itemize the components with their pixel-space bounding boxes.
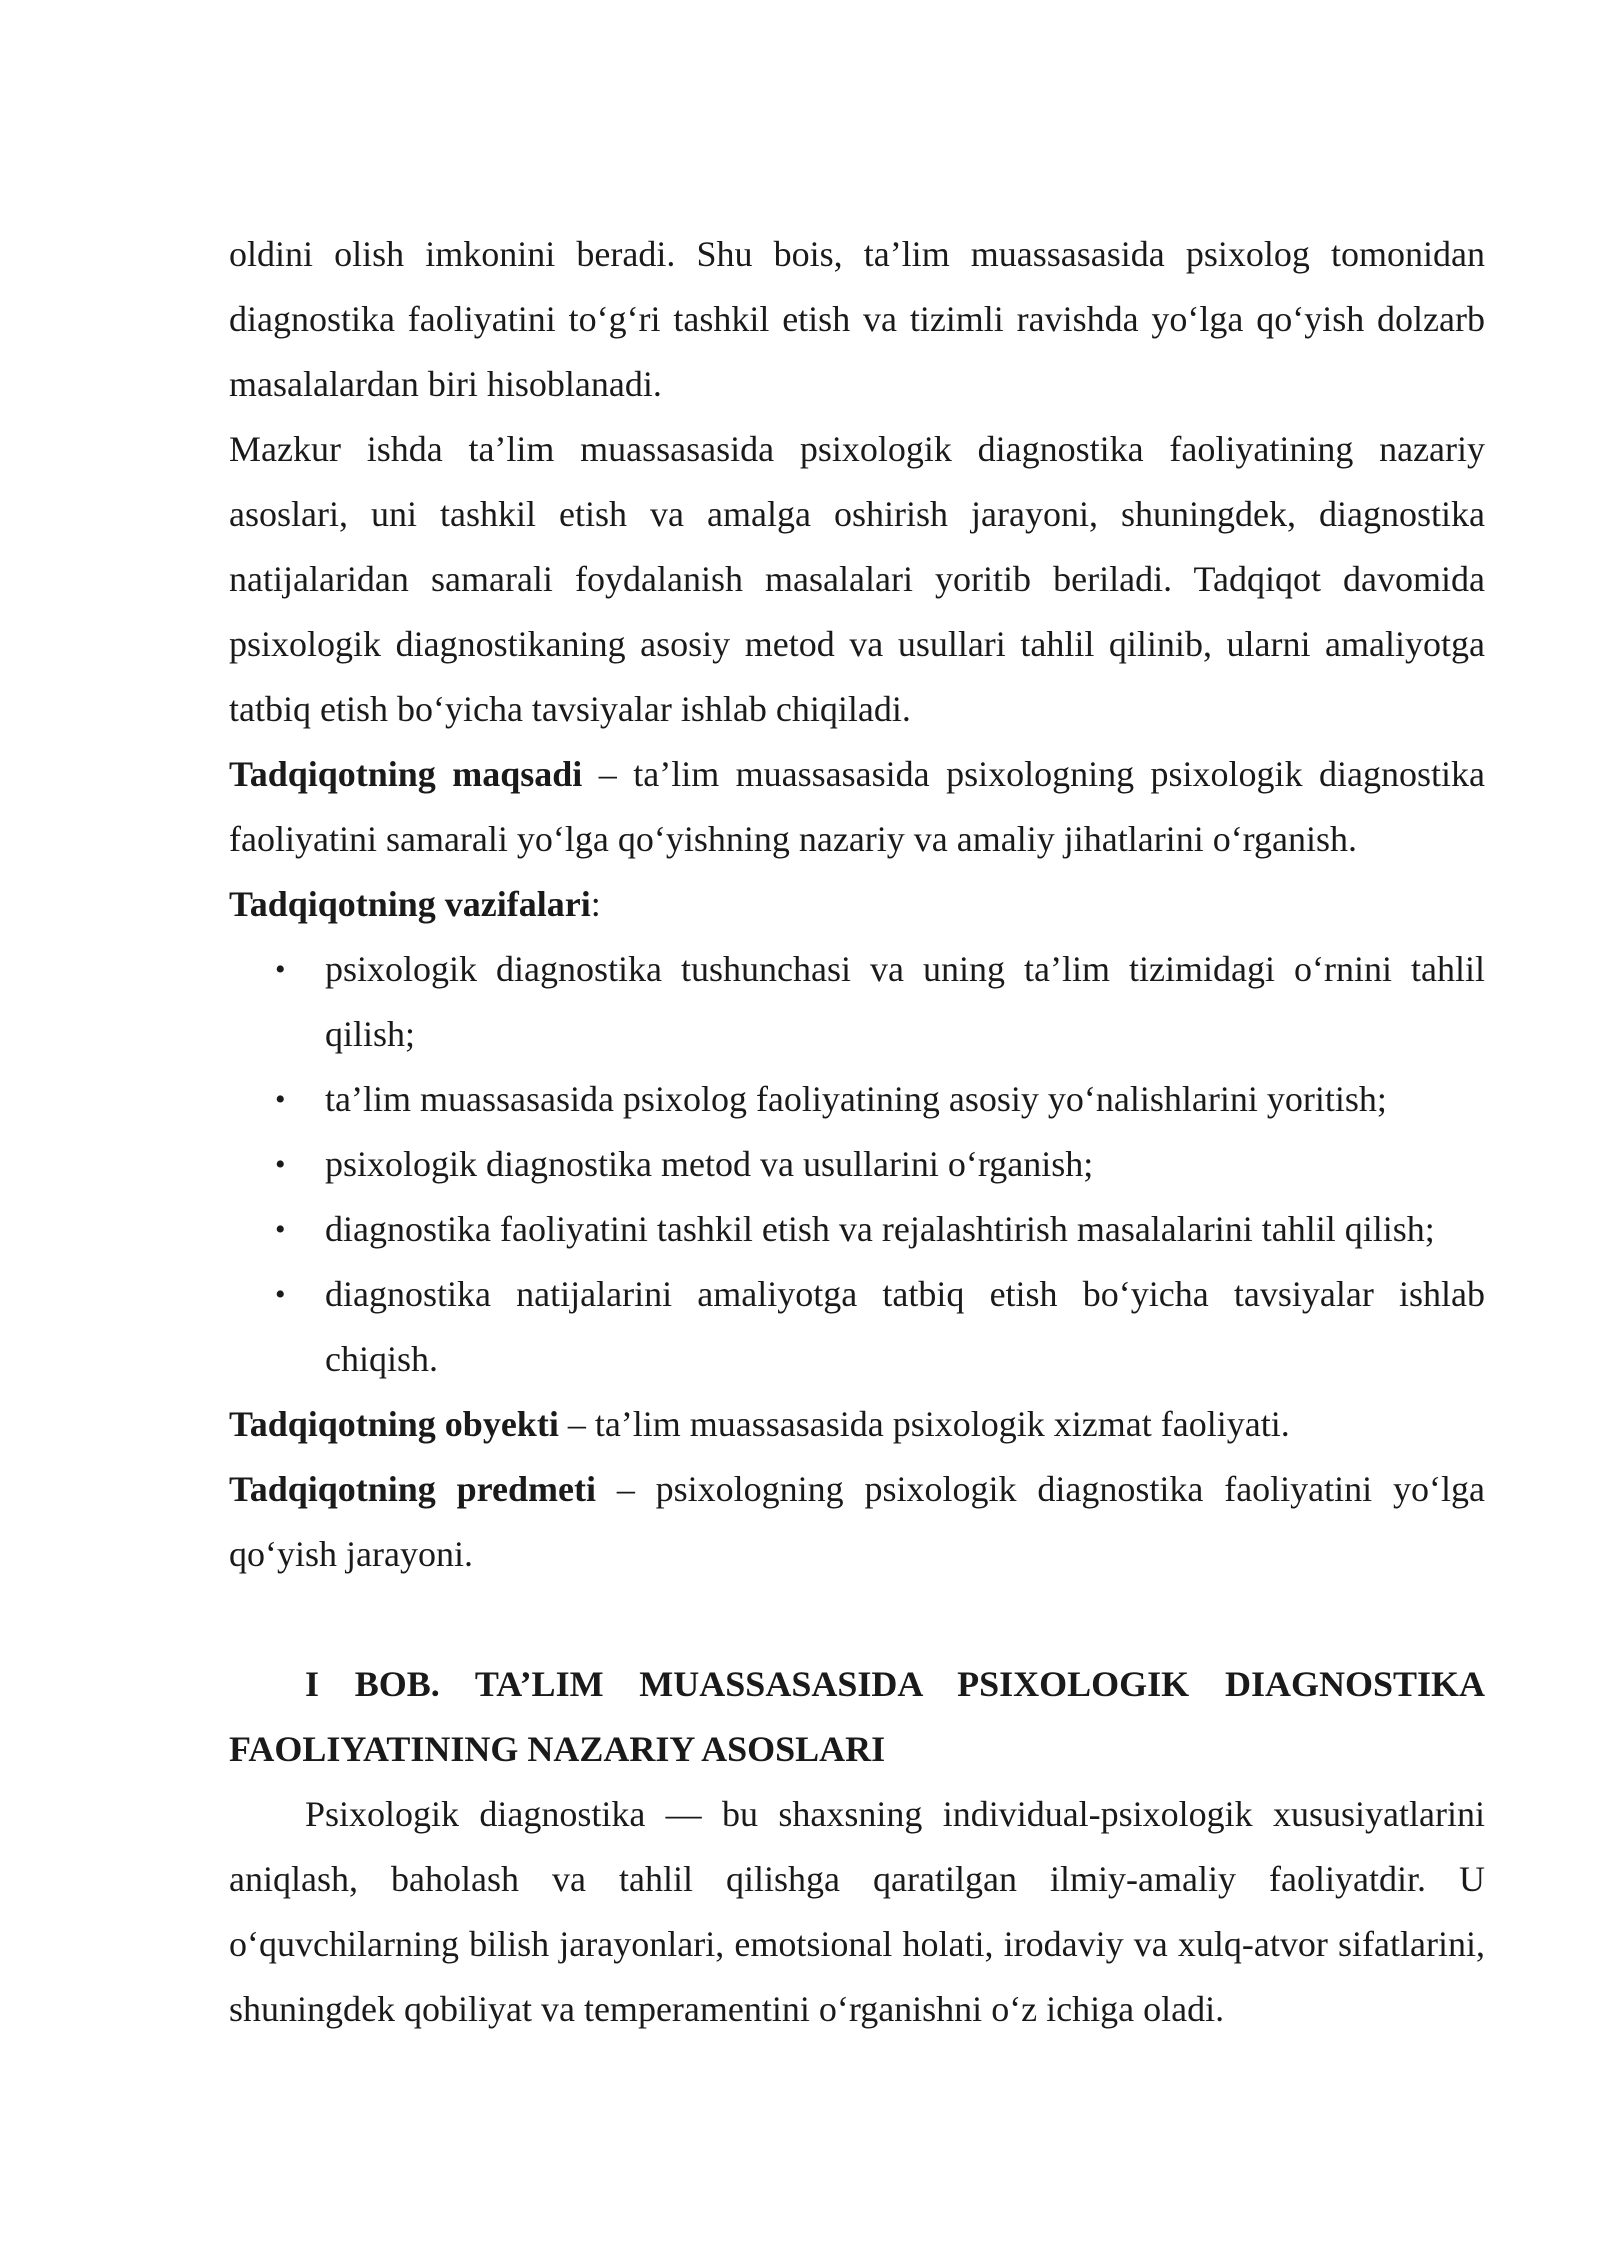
list-item bbox=[229, 1262, 1485, 1392]
chapter-paragraph-1: Psixologik diagnostika — bu shaxsning individual-psixologik xususiyatlarini aniqlash, baholash va tahlil qilishga qaratilgan ilmiy-amaliy faoliyatdir. U o‘quvchilarning bilish jarayonlari, emotsional holati, irodaviy va xulq-atvor sifatlarini, shuningdek qobiliyat va temperamentini o‘rganishni o‘z ichiga oladi. bbox=[229, 1794, 1485, 2029]
list-item bbox=[229, 1067, 1485, 1132]
bullet-icon: • bbox=[275, 953, 286, 986]
list-item-text: diagnostika natijalarini amaliyotga tatbiq etish bo‘yicha tavsiyalar ishlab chiqish. bbox=[325, 1274, 1485, 1379]
chapter-heading: I BOB. TA’LIM MUASSASASIDA PSIXOLOGIK DIAGNOSTIKA FAOLIYATINING NAZARIY ASOSLARI bbox=[229, 1664, 1485, 1769]
research-tasks-heading bbox=[229, 872, 1485, 937]
list-item-text: psixologik diagnostika metod va usullarini o‘rganish; bbox=[325, 1144, 1094, 1184]
list-item-text: psixologik diagnostika tushunchasi va uning ta’lim tizimidagi o‘rnini tahlil qilish; bbox=[325, 949, 1485, 1054]
intro-paragraph-2: Mazkur ishda ta’lim muassasasida psixologik diagnostika faoliyatining nazariy asoslari, uni tashkil etish va amalga oshirish jarayoni, shuningdek, diagnostika natijalaridan samarali foydalanish masalalari yoritib beriladi. Tadqiqot davomida psixologik diagnostikaning asosiy metod va usullari tahlil qilinib, ularni amaliyotga tatbiq etish bo‘yicha tavsiyalar ishlab chiqiladi. bbox=[229, 429, 1485, 729]
research-goal-text: – ta’lim muassasasida psixologning psixologik diagnostika faoliyatini samarali yo‘lga qo‘yishning nazariy va amaliy jihatlarini o‘rganish. bbox=[229, 754, 1485, 859]
document-page bbox=[229, 222, 1485, 2042]
bullet-icon: • bbox=[275, 1213, 286, 1246]
research-subject-text: – psixologning psixologik diagnostika faoliyatini yo‘lga qo‘yish jarayoni. bbox=[229, 1469, 1485, 1574]
research-goal-label: Tadqiqotning maqsadi bbox=[229, 754, 583, 794]
research-object-label: Tadqiqotning obyekti bbox=[229, 1404, 559, 1444]
research-tasks-label: Tadqiqotning vazifalari bbox=[229, 884, 591, 924]
list-item-text: diagnostika faoliyatini tashkil etish va rejalashtirish masalalarini tahlil qilish; bbox=[325, 1209, 1435, 1249]
list-item bbox=[229, 937, 1485, 1067]
intro-paragraph-1: oldini olish imkonini beradi. Shu bois, ta’lim muassasasida psixolog tomonidan diagnostika faoliyatini to‘g‘ri tashkil etish va tizimli ravishda yo‘lga qo‘yish dolzarb masalalardan biri hisoblanadi. bbox=[229, 234, 1485, 404]
bullet-icon: • bbox=[275, 1148, 286, 1181]
list-item-text: ta’lim muassasasida psixolog faoliyatining asosiy yo‘nalishlarini yoritish; bbox=[325, 1079, 1387, 1119]
bullet-icon: • bbox=[275, 1278, 286, 1311]
research-object-paragraph bbox=[229, 1392, 1485, 1457]
research-goal-paragraph bbox=[229, 742, 1485, 872]
research-tasks-colon: : bbox=[590, 884, 601, 924]
research-tasks-list bbox=[229, 937, 1485, 1392]
research-object-text: – ta’lim muassasasida psixologik xizmat faoliyati. bbox=[558, 1404, 1290, 1444]
research-subject-paragraph bbox=[229, 1457, 1485, 1587]
bullet-icon: • bbox=[275, 1083, 286, 1116]
list-item bbox=[229, 1132, 1485, 1197]
list-item bbox=[229, 1197, 1485, 1262]
research-subject-label: Tadqiqotning predmeti bbox=[229, 1469, 596, 1509]
